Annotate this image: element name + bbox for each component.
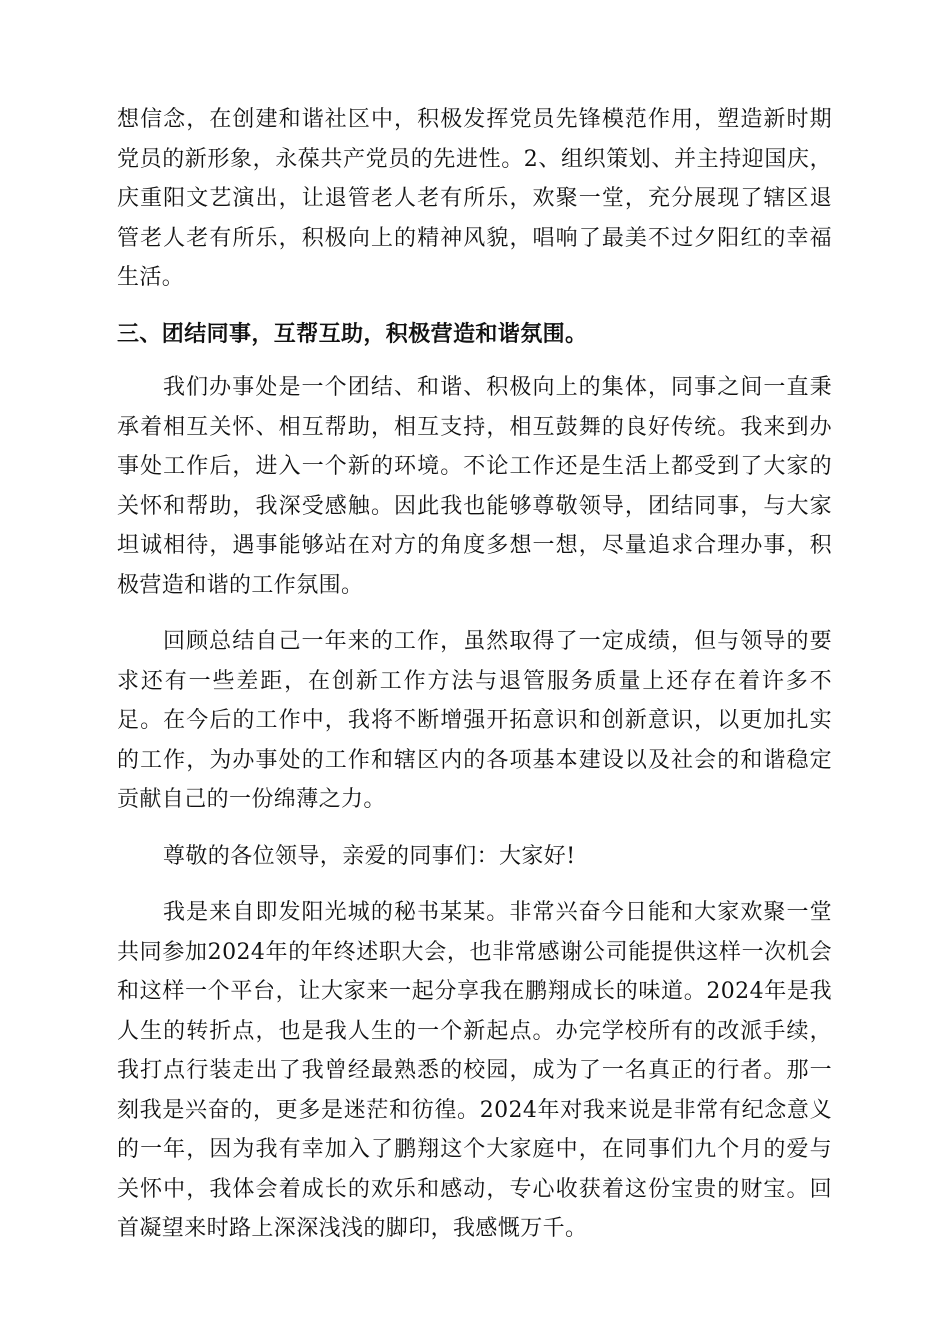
paragraph-continued: 想信念，在创建和谐社区中，积极发挥党员先锋模范作用，塑造新时期党员的新形象，永葆共产党员的先进性。2、组织策划、并主持迎国庆，庆重阳文艺演出，让退管老人老有所乐，欢聚一堂，充分展现了辖区退管老人老有所乐，积极向上的精神风貌，唱响了最美不过夕阳红的幸福生活。 xyxy=(117,107,832,290)
paragraph-greeting: 尊敬的各位领导，亲爱的同事们：大家好! xyxy=(163,843,576,869)
section-heading: 三、团结同事，互帮互助，积极营造和谐氛围。 xyxy=(117,320,588,347)
paragraph-introduction: 我是来自即发阳光城的秘书某某。非常兴奋今日能和大家欢聚一堂共同参加2024年的年终述职大会，也非常感谢公司能提供这样一次机会和这样一个平台，让大家来一起分享我在鹏翔成长的味道。2024年是我人生的转折点，也是我人生的一个新起点。办完学校所有的改派手续，我打点行装走出了我曾经最熟悉的校园，成为了一名真正的行者。那一刻我是兴奋的，更多是迷茫和彷徨。2024年对我来说是非常有纪念意义的一年，因为我有幸加入了鹏翔这个大家庭中，在同事们九个月的爱与关怀中，我体会着成长的欢乐和感动，专心收获着这份宝贵的财宝。回首凝望来时路上深深浅浅的脚印，我感慨万千。 xyxy=(117,900,832,1241)
paragraph-unity: 我们办事处是一个团结、和谐、积极向上的集体，同事之间一直秉承着相互关怀、相互帮助，相互支持，相互鼓舞的良好传统。我来到办事处工作后，进入一个新的环境。不论工作还是生活上都受到了大家的关怀和帮助，我深受感触。因此我也能够尊敬领导，团结同事，与大家坦诚相待，遇事能够站在对方的角度多想一想，尽量追求合理办事，积极营造和谐的工作氛围。 xyxy=(117,375,832,598)
paragraph-review: 回顾总结自己一年来的工作，虽然取得了一定成绩，但与领导的要求还有一些差距，在创新工作方法与退管服务质量上还存在着许多不足。在今后的工作中，我将不断增强开拓意识和创新意识，以更加扎实的工作，为办事处的工作和辖区内的各项基本建设以及社会的和谐稳定贡献自己的一份绵薄之力。 xyxy=(117,629,832,812)
document-page xyxy=(117,100,832,1266)
